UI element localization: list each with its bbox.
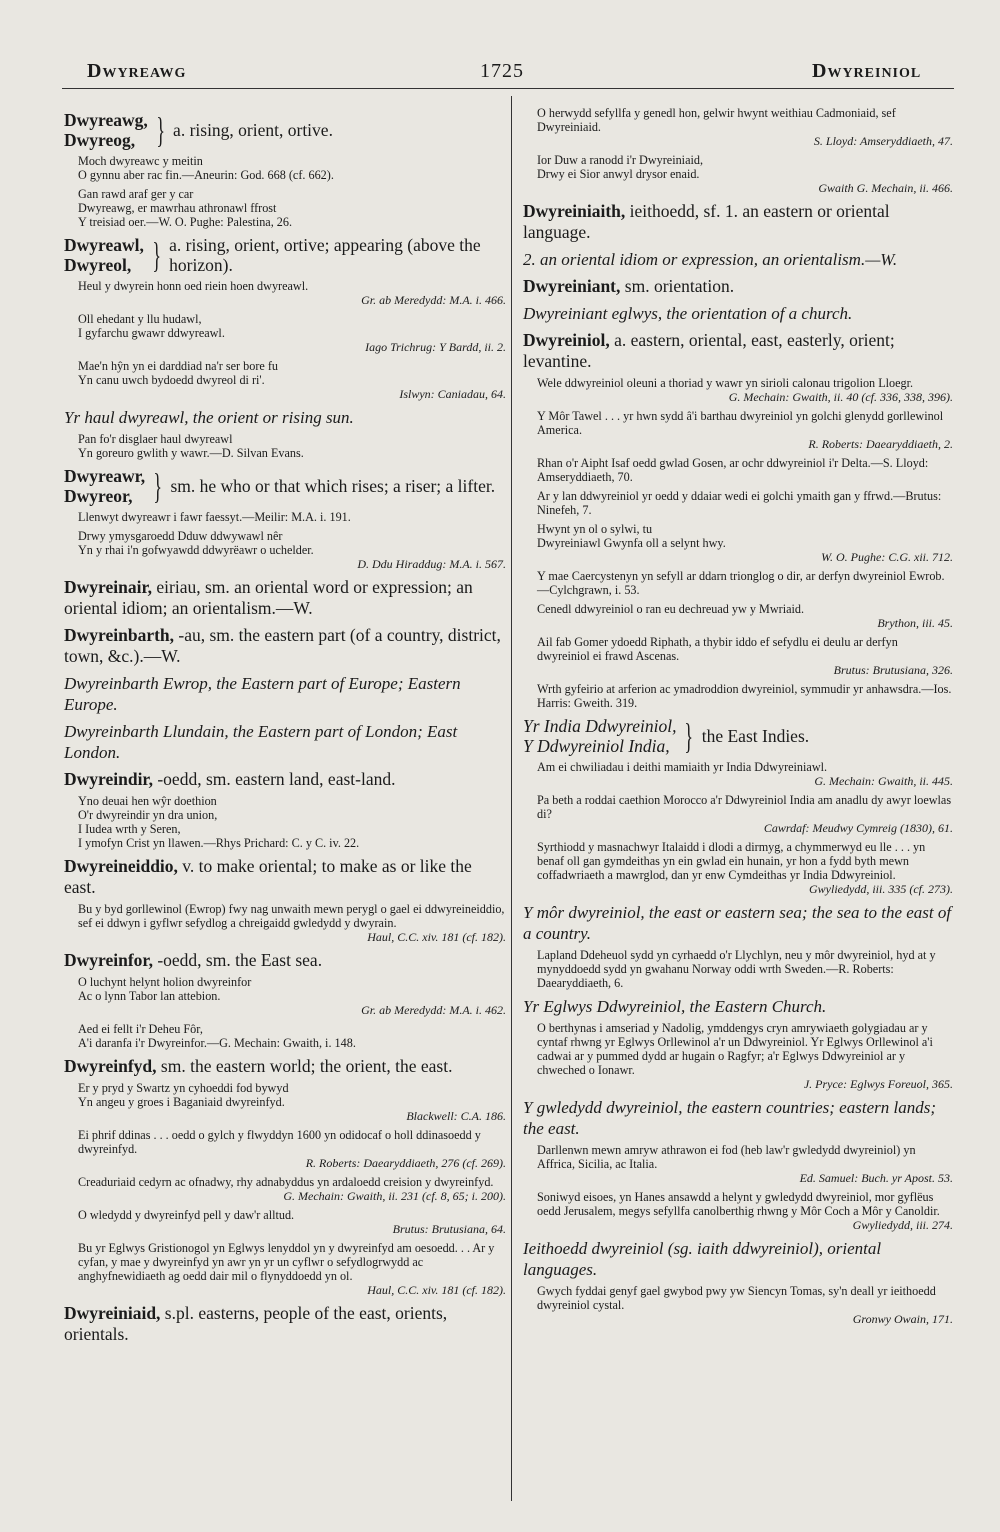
citation-source: Gwyliedydd, iii. 335 (cf. 273). [809, 882, 953, 896]
citation-quote [537, 682, 953, 710]
sub-entry: Yr haul dwyreawl, the orient or rising sun. [64, 408, 354, 427]
citation-quote [537, 456, 953, 484]
citation-quote [78, 1241, 506, 1297]
citation-quote [78, 154, 506, 182]
quote-line: Yno deuai hen wŷr doethion [78, 794, 217, 808]
citation-quote [537, 793, 953, 835]
citation-source: D. Ddu Hiraddug: M.A. i. 567. [357, 557, 506, 571]
headword: Dwyreiniant, [523, 276, 621, 296]
quote-line: Yn canu uwch bydoedd dwyreol di ri'. [78, 373, 265, 387]
quote-line: Y mae Caercystenyn yn sefyll ar ddarn trionglog o dir, ar derfyn dwyreiniol Ewrob.—Cylchgrawn, i. 53. [537, 569, 945, 597]
quote-line: Yn y rhai i'n gofwyawdd ddwyrëawr o uchelder. [78, 543, 314, 557]
brace-entry [64, 110, 506, 150]
quote-line: Am ei chwiliadau i deithi mamiaith yr India Ddwyreiniawl. [537, 760, 828, 774]
dictionary-entry [523, 276, 953, 297]
citation-source: Gwaith G. Mechain, ii. 466. [818, 181, 953, 195]
brace-symbol: } [684, 716, 694, 756]
running-head-right: Dwyreiniol [812, 60, 922, 82]
citation-quote [537, 1143, 953, 1185]
quote-line: Ior Duw a ranodd i'r Dwyreiniaid, [537, 153, 704, 167]
citation-source: Gr. ab Meredydd: M.A. i. 462. [361, 1003, 506, 1017]
citation-quote [78, 279, 506, 307]
citation-source: Ed. Samuel: Buch. yr Apost. 53. [799, 1171, 953, 1185]
citation-quote [537, 106, 953, 148]
definition: v. to make oriental; to make as or like the east. [64, 856, 472, 897]
definition: -au, sm. the eastern part (of a country, district, town, &c.).—W. [64, 625, 501, 666]
citation-quote [537, 1021, 953, 1091]
citation-quote [537, 760, 953, 788]
dictionary-entry [64, 950, 506, 971]
citation-source: W. O. Pughe: C.G. xii. 712. [821, 550, 953, 564]
headword: Dwyreog, [64, 130, 136, 150]
definition: -oedd, sm. eastern land, east-land. [157, 769, 396, 789]
citation-source: Gronwy Owain, 171. [852, 1312, 953, 1326]
quote-line: Y treisiad oer.—W. O. Pughe: Palestina, 26. [78, 215, 293, 229]
sub-entry: Y gwledydd dwyreiniol, the eastern countries; eastern lands; the east. [523, 1098, 936, 1138]
quote-line: Pa beth a roddai caethion Morocco a'r Ddwyreiniol India am anadlu dy awyr loewlas di? [537, 793, 952, 821]
sub-entry: Dwyreinbarth Llundain, the Eastern part of London; East London. [64, 722, 458, 762]
quote-line: Y Môr Tawel . . . yr hwn sydd â'i barthau dwyreiniol yn golchi glenydd gorllewinol America. [537, 409, 944, 437]
citation-source: Cawrdaf: Meudwy Cymreig (1830), 61. [763, 821, 953, 835]
headword: Dwyreinfor, [64, 950, 153, 970]
definition: a. eastern, oriental, east, easterly, orient; levantine. [523, 330, 895, 371]
citation-quote [78, 1081, 506, 1123]
citation-source: G. Mechain: Gwaith, ii. 231 (cf. 8, 65; i. 200). [283, 1189, 506, 1203]
quote-line: Hwynt yn ol o sylwi, tu [537, 522, 653, 536]
quote-line: Yn goreuro gwlith y wawr.—D. Silvan Evans. [78, 446, 304, 460]
quote-line: Darllenwn mewn amryw athrawon ei fod (heb law'r gwledydd dwyreiniol) yn Affrica, Sicilia, ac Italia. [537, 1143, 916, 1171]
headword: Yr India Ddwyreiniol, [523, 716, 677, 736]
citation-source: J. Pryce: Eglwys Foreuol, 365. [803, 1077, 953, 1091]
headword: Dwyreiniaith, [523, 201, 626, 221]
quote-line: O'r dwyreindir yn dra union, [78, 808, 218, 822]
citation-quote [537, 948, 953, 990]
headword: Dwyreawr, [64, 466, 146, 486]
headword-group [64, 235, 144, 275]
brace-symbol: } [152, 235, 161, 275]
quote-line: Soniwyd eisoes, yn Hanes ansawdd a helynt y gwledydd dwyreiniol, mor gyflëus oedd Jerusalem, megys sefyllfa canolberthig rhwng y Môr Coch a Môr y Canoldir. [537, 1190, 940, 1218]
dictionary-entry [523, 330, 953, 372]
quote-line: Yn angeu y groes i Baganiaid dwyreinfyd. [78, 1095, 285, 1109]
quote-line: Creaduriaid cedyrn ac ofnadwy, rhy adnabyddus yn ardaloedd creision y dwyreinfyd. [78, 1175, 494, 1189]
citation-quote [537, 840, 953, 896]
brace-entry [64, 235, 506, 275]
quote-line: Wele ddwyreiniol oleuni a thoriad y wawr yn sirioli calonau trigolion Lloegr. [537, 376, 914, 390]
dictionary-entry [64, 625, 506, 667]
sub-entry: Y môr dwyreiniol, the east or eastern sea; the sea to the east of a country. [523, 903, 952, 943]
quote-line: Aed ei fellt i'r Deheu Fôr, [78, 1022, 203, 1036]
citation-quote [78, 902, 506, 944]
citation-source: Blackwell: C.A. 186. [406, 1109, 506, 1123]
citation-quote [78, 529, 506, 571]
quote-line: Ei phrif ddinas . . . oedd o gylch y flwyddyn 1600 yn odidocaf o holl ddinasoedd y dwyreinfyd. [78, 1128, 481, 1156]
dictionary-entry [64, 856, 506, 898]
dictionary-entry [64, 577, 506, 619]
quote-line: I ymofyn Crist yn llawen.—Rhys Prichard: C. y C. iv. 22. [78, 836, 360, 850]
quote-line: O luchynt helynt holion dwyreinfor [78, 975, 252, 989]
right-column [523, 104, 953, 1331]
citation-quote [78, 359, 506, 401]
quote-line: Bu yr Eglwys Gristionogol yn Eglwys lenyddol yn y dwyreinfyd am oesoedd. . . Ar y cyfan, y mae y dwyreinfyd yn awr yn yr un cyflwr o sefydlogrwydd ac anghyfnewidiaeth ag oedd dair mil o flynyddoedd yn ol. [78, 1241, 495, 1283]
citation-quote [78, 975, 506, 1017]
citation-source: R. Roberts: Daearyddiaeth, 2. [808, 437, 953, 451]
headword: Dwyreawg, [64, 110, 148, 130]
headword: Dwyreinair, [64, 577, 152, 597]
quote-line: Syrthiodd y masnachwyr Italaidd i dlodi a dirmyg, a chymmerwyd eu lle . . . yn benaf oll gan gymdeithas yn ein gwlad ein hunain, yr hon a fydd byth mewn coffadwriaeth a mawrglod, dan yr enw Cymdeithas yr India Ddwyreiniol. [537, 840, 926, 882]
citation-quote [537, 635, 953, 677]
quote-line: Er y pryd y Swartz yn cyhoeddi fod bywyd [78, 1081, 289, 1095]
quote-line: Dwyreiniawl Gwynfa oll a selynt hwy. [537, 536, 726, 550]
brace-symbol: } [153, 466, 163, 506]
citation-quote [537, 522, 953, 564]
quote-line: Rhan o'r Aipht Isaf oedd gwlad Gosen, ar ochr ddwyreiniol i'r Delta.—S. Lloyd: Amseryddiaeth, 70. [537, 456, 929, 484]
citation-quote [537, 489, 953, 517]
column-divider [511, 96, 512, 1501]
citation-source: G. Mechain: Gwaith, ii. 445. [814, 774, 953, 788]
quote-line: Bu y byd gorllewinol (Ewrop) fwy nag unwaith mewn perygl o gael ei ddwyreineiddio, sef ei ddwyn i gyflwr sefydlog a chreigaidd gwledydd y dwyrain. [78, 902, 505, 930]
quote-line: Gan rawd araf ger y car [78, 187, 194, 201]
citation-source: Haul, C.C. xiv. 181 (cf. 182). [367, 930, 506, 944]
headword: Dwyreiniaid, [64, 1303, 161, 1323]
quote-line: Gwych fyddai genyf gael gwybod pwy yw Siencyn Tomas, sy'n deall yr ieithoedd dwyreiniol cystal. [537, 1284, 936, 1312]
citation-source: G. Mechain: Gwaith, ii. 40 (cf. 336, 338, 396). [728, 390, 953, 404]
quote-line: O berthynas i amseriad y Nadolig, ymddengys cryn amrywiaeth golygiadau ar y cyntaf rhwng yr Eglwys Orllewinol a'r un Ddwyreiniol. Yr Eglwys Orllewinol a'i cadwai ar y pummed dydd ar hugain o Ragfyr; a'r Eglwys Ddwyreiniol ar y chweched o Ionawr. [537, 1021, 933, 1077]
citation-source: Gr. ab Meredydd: M.A. i. 466. [361, 293, 506, 307]
citation-quote [78, 1128, 506, 1170]
citation-quote [78, 1022, 506, 1050]
citation-quote [78, 1208, 506, 1236]
citation-quote [78, 1175, 506, 1203]
brace-entry [523, 716, 953, 756]
definition: sm. the eastern world; the orient, the east. [160, 1056, 453, 1076]
sub-entry: Yr Eglwys Ddwyreiniol, the Eastern Church. [523, 997, 827, 1016]
dictionary-entry [523, 201, 953, 243]
definition: sm. orientation. [624, 276, 735, 296]
definition: a. rising, orient, ortive; appearing (above the horizon). [169, 235, 481, 275]
headword: Dwyreinbarth, [64, 625, 175, 645]
definition: a. rising, orient, ortive. [173, 120, 333, 140]
citation-source: S. Lloyd: Amseryddiaeth, 47. [813, 134, 953, 148]
sub-entry: Dwyreinbarth Ewrop, the Eastern part of Europe; Eastern Europe. [64, 674, 461, 714]
quote-line: Heul y dwyrein honn oed riein hoen dwyreawl. [78, 279, 309, 293]
citation-quote [537, 569, 953, 597]
citation-quote [537, 153, 953, 195]
quote-line: Wrth gyfeirio at arferion ac ymadroddion dwyreiniol, symmudir yr anhawsdra.—Ios. Harris: Gweith. 319. [537, 682, 952, 710]
quote-line: Pan fo'r disglaer haul dwyreawl [78, 432, 233, 446]
quote-line: Oll ehedant y llu hudawl, [78, 312, 202, 326]
headword: Dwyreiniol, [523, 330, 610, 350]
brace-entry [64, 466, 506, 506]
headword: Dwyreinfyd, [64, 1056, 157, 1076]
headword: Dwyreol, [64, 255, 132, 275]
sub-entry: Dwyreiniant eglwys, the orientation of a church. [523, 304, 853, 323]
headword: Dwyreawl, [64, 235, 144, 255]
quote-line: Llenwyt dwyreawr i fawr faessyt.—Meilir: M.A. i. 191. [78, 510, 351, 524]
quote-line: I gyfarchu gwawr ddwyreawl. [78, 326, 225, 340]
definition: ieithoedd, sf. 1. an eastern or oriental language. [523, 201, 890, 242]
citation-source: Haul, C.C. xiv. 181 (cf. 182). [367, 1283, 506, 1297]
quote-line: Dwyreawg, er mawrhau athronawl ffrost [78, 201, 277, 215]
quote-line: I Iudea wrth y Seren, [78, 822, 181, 836]
citation-source: Iago Trichrug: Y Bardd, ii. 2. [365, 340, 506, 354]
page-number: 1725 [480, 60, 524, 82]
citation-quote [78, 187, 506, 229]
quote-line: O herwydd sefyllfa y genedl hon, gelwir hwynt weithiau Cadmoniaid, sef Dwyreiniaid. [537, 106, 896, 134]
citation-quote [537, 1190, 953, 1232]
running-head-left: Dwyreawg [87, 60, 187, 82]
header-rule [62, 88, 954, 89]
quote-line: Mae'n hŷn yn ei darddiad na'r ser bore fu [78, 359, 278, 373]
headword: Y Ddwyreiniol India, [523, 736, 670, 756]
dictionary-entry [64, 1056, 506, 1077]
quote-line: Drwy ei Sior anwyl drysor enaid. [537, 167, 700, 181]
citation-source: Brutus: Brutusiana, 64. [392, 1222, 506, 1236]
quote-line: Lapland Ddeheuol sydd yn cyrhaedd o'r Llychlyn, neu y môr dwyreiniol, hyd at y mynyddoedd sydd yn gwahanu Norway oddi wrth Sweden.—R. Roberts: Daearyddiaeth, 6. [537, 948, 936, 990]
dictionary-entry [64, 769, 506, 790]
quote-line: Moch dwyreawc y meitin [78, 154, 203, 168]
definition: -oedd, sm. the East sea. [157, 950, 323, 970]
quote-line: Ail fab Gomer ydoedd Riphath, a thybir iddo ef sefydlu ei deulu ar derfyn dwyreiniol ei frawd Ascenas. [537, 635, 898, 663]
definition: the East Indies. [701, 726, 810, 746]
headword: Dwyreor, [64, 486, 133, 506]
quote-line: Ar y lan ddwyreiniol yr oedd y ddaiar wedi ei golchi ymaith gan y ffrwd.—Brutus: Ninefeh, 7. [537, 489, 942, 517]
headword-group [64, 110, 148, 150]
headword-group [64, 466, 145, 506]
headword: Dwyreindir, [64, 769, 153, 789]
definition: sm. he who or that which rises; a riser; a lifter. [170, 476, 496, 496]
citation-quote [78, 312, 506, 354]
citation-source: R. Roberts: Daearyddiaeth, 276 (cf. 269). [305, 1156, 506, 1170]
headword: Dwyreineiddio, [64, 856, 178, 876]
brace-symbol: } [156, 110, 165, 150]
quote-line: O gynnu aber rac fin.—Aneurin: God. 668 (cf. 662). [78, 168, 334, 182]
sub-entry: Ieithoedd dwyreiniol (sg. iaith ddwyreiniol), oriental languages. [523, 1239, 882, 1279]
headword-group [523, 716, 676, 756]
definition: s.pl. easterns, people of the east, orients, orientals. [64, 1303, 448, 1344]
citation-quote [537, 376, 953, 404]
definition: eiriau, sm. an oriental word or expression; an oriental idiom; an orientalism.—W. [64, 577, 473, 618]
quote-line: O wledydd y dwyreinfyd pell y daw'r alltud. [78, 1208, 295, 1222]
citation-source: Islwyn: Caniadau, 64. [399, 387, 506, 401]
citation-source: Brython, iii. 45. [877, 616, 953, 630]
citation-quote [78, 794, 506, 850]
citation-quote [537, 1284, 953, 1326]
citation-quote [537, 409, 953, 451]
citation-quote [78, 510, 506, 524]
citation-source: Brutus: Brutusiana, 326. [833, 663, 953, 677]
quote-line: Ac o lynn Tabor lan attebion. [78, 989, 221, 1003]
left-column [64, 104, 506, 1349]
quote-line: A'i daranfa i'r Dwyreinfor.—G. Mechain: Gwaith, i. 148. [78, 1036, 356, 1050]
dictionary-entry [64, 1303, 506, 1345]
citation-quote [537, 602, 953, 630]
quote-line: Drwy ymysgaroedd Dduw ddwywawl nêr [78, 529, 283, 543]
sub-entry: 2. an oriental idiom or expression, an orientalism.—W. [523, 250, 898, 269]
quote-line: Cenedl ddwyreiniol o ran eu dechreuad yw y Mwriaid. [537, 602, 805, 616]
citation-quote [78, 432, 506, 460]
citation-source: Gwyliedydd, iii. 274. [852, 1218, 953, 1232]
